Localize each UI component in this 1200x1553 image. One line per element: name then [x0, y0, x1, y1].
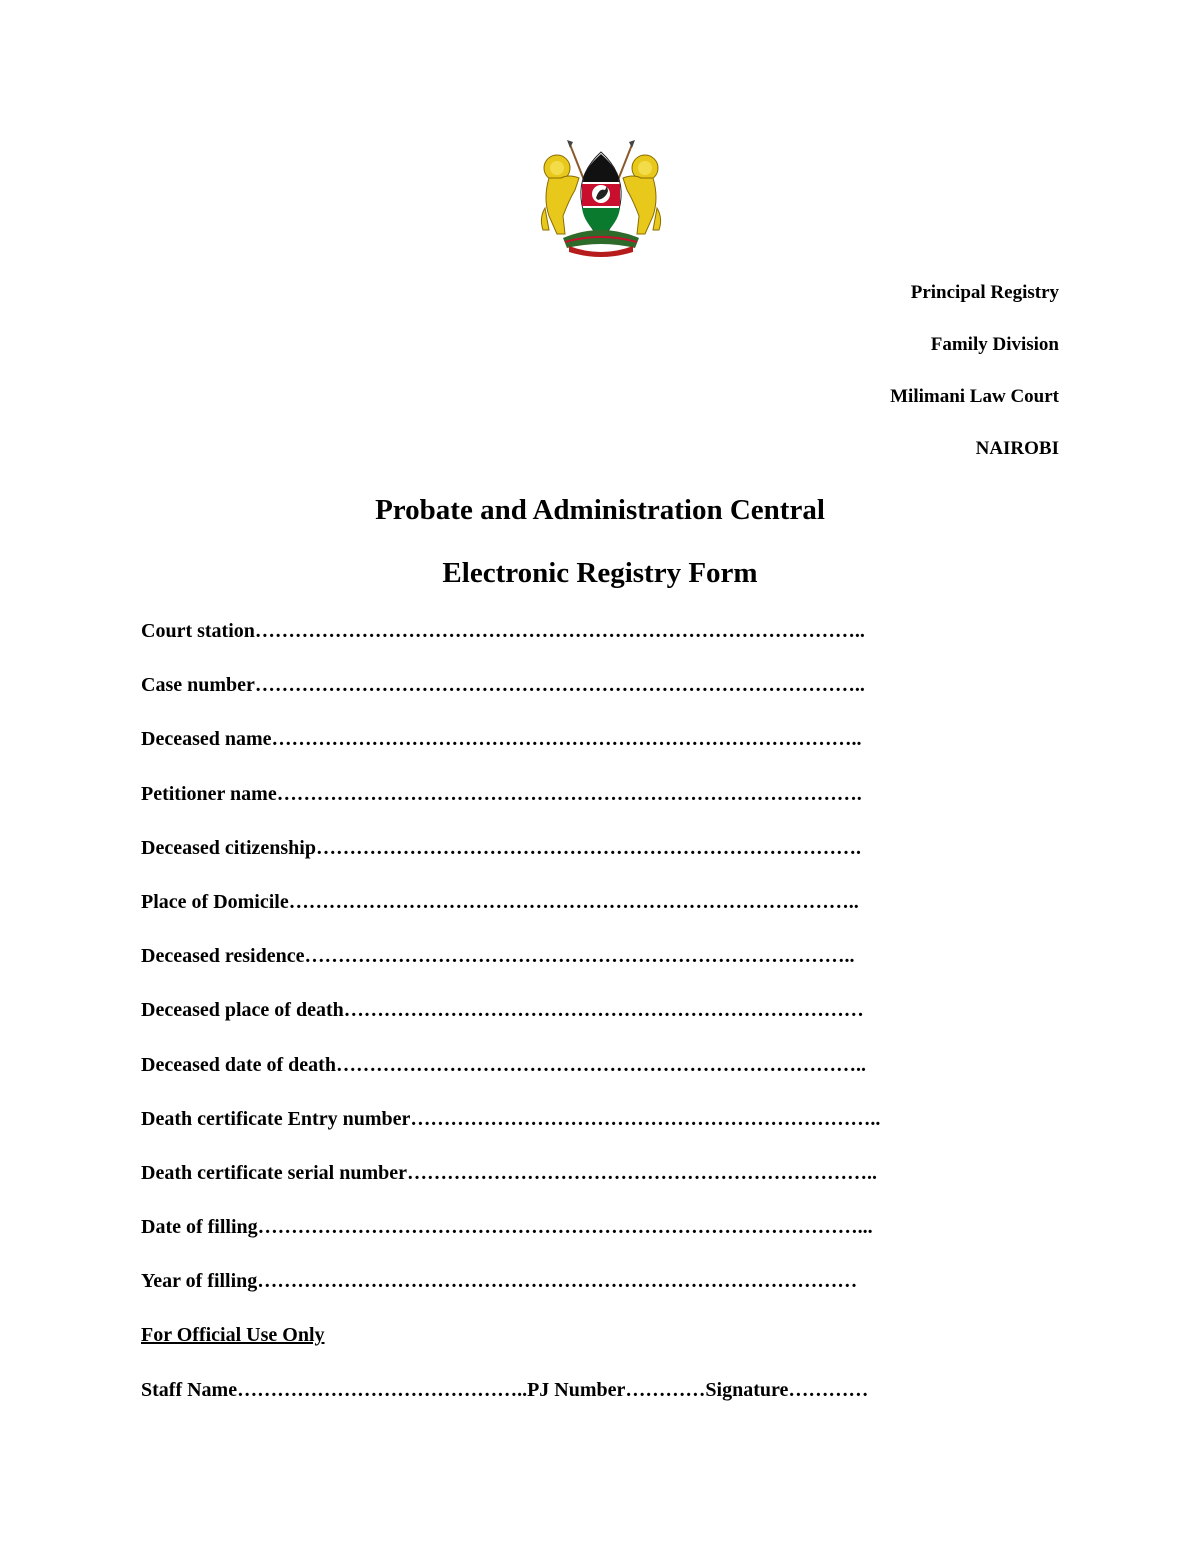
field-death-certificate-serial-number[interactable]: Death certificate serial number…………………………………………………………….. — [141, 1161, 878, 1184]
field-date-of-filling[interactable]: Date of filling………………………………………………………………………………... — [141, 1216, 873, 1239]
address-line-division: Family Division — [930, 334, 1059, 355]
address-line-registry: Principal Registry — [910, 282, 1059, 303]
form-title-line-2: Electronic Registry Form — [442, 557, 758, 589]
field-place-of-domicile[interactable]: Place of Domicile………………………………………………………………………….. — [141, 890, 859, 913]
address-line-city: NAIROBI — [975, 438, 1059, 459]
field-deceased-name[interactable]: Deceased name…………………………………………………………………………….. — [141, 728, 862, 751]
field-court-station[interactable]: Court station……………………………………………………………………………….. — [141, 620, 865, 642]
field-deceased-citizenship[interactable]: Deceased citizenship………………………………………………………………………. — [141, 836, 861, 859]
field-year-of-filling[interactable]: Year of filling……………………………………………………………………………… — [141, 1270, 858, 1293]
field-case-number[interactable]: Case number……………………………………………………………………………….. — [141, 674, 865, 697]
form-title-line-1: Probate and Administration Central — [375, 494, 825, 526]
field-deceased-date-of-death[interactable]: Deceased date of death…………………………………………………………………….. — [141, 1053, 866, 1076]
field-deceased-residence[interactable]: Deceased residence……………………………………………………………………….. — [141, 945, 855, 968]
address-line-court: Milimani Law Court — [890, 386, 1059, 407]
field-deceased-place-of-death[interactable]: Deceased place of death…………………………………………………………………… — [141, 999, 864, 1022]
field-staff-pj-signature[interactable]: Staff Name……………………………………..PJ Number…………Signature………… — [141, 1379, 869, 1401]
official-use-heading: For Official Use Only — [141, 1324, 325, 1346]
form-fields — [141, 619, 1001, 1323]
field-death-certificate-entry-number[interactable]: Death certificate Entry number…………………………………………………………….. — [141, 1107, 881, 1130]
coat-of-arms-emblem — [535, 138, 667, 258]
registry-address — [890, 282, 1059, 490]
field-petitioner-name[interactable]: Petitioner name……………………………………………………………………………. — [141, 782, 862, 805]
